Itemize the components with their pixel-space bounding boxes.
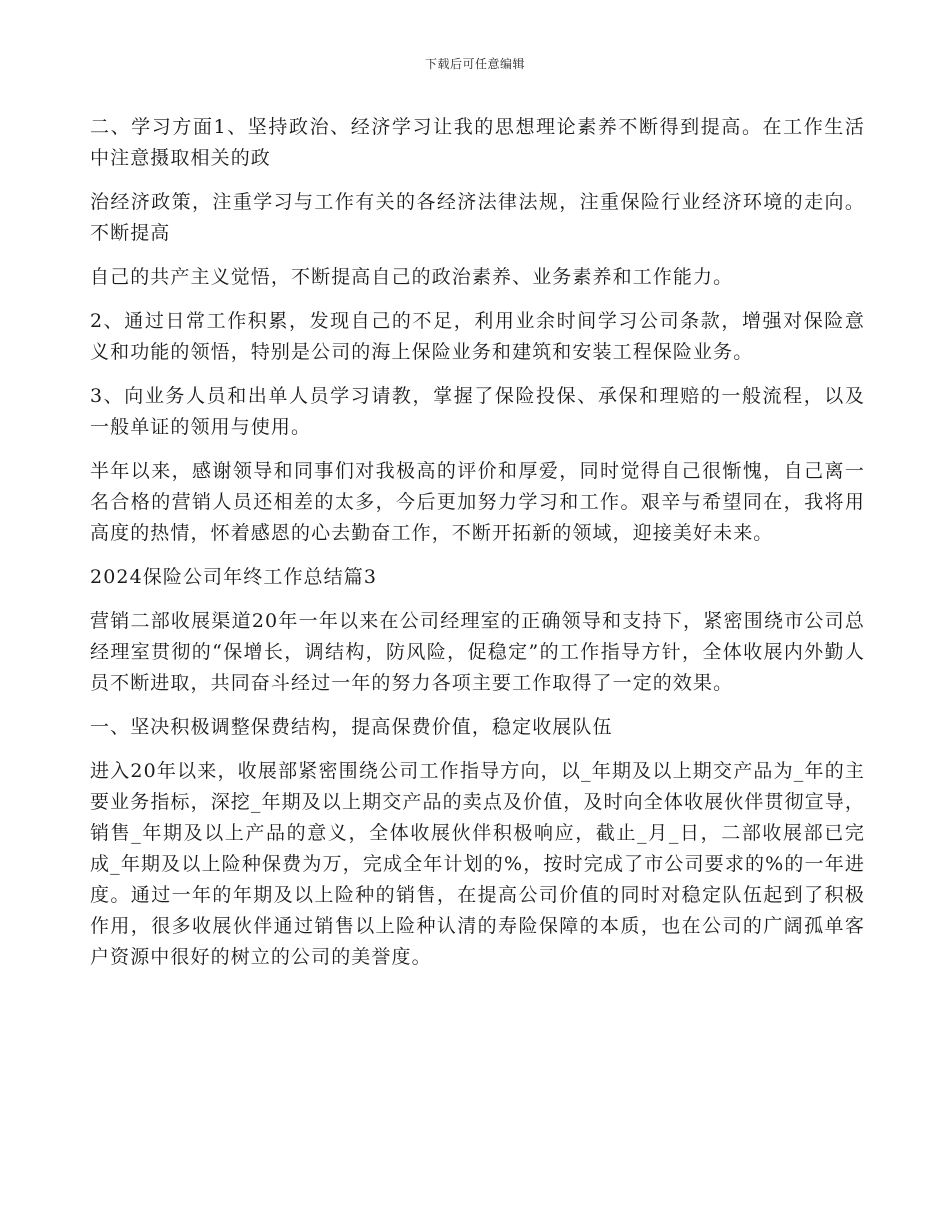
page-header: 下载后可任意编辑 xyxy=(424,57,525,71)
section-heading-part-3: 2024保险公司年终工作总结篇3 xyxy=(90,566,378,588)
document-body xyxy=(90,112,865,986)
paragraph-study-awareness: 自己的共产主义觉悟，不断提高自己的政治素养、业务素养和工作能力。 xyxy=(90,266,734,288)
paragraph-sales-dept-intro: 营销二部收展渠道20年一年以来在公司经理室的正确领导和支持下，紧密围绕市公司总经理室贯彻的“保增长，调结构，防风险，促稳定”的工作指导方针，全体收展内外勤人员不断进取，共同奋斗经过一年的努力各项主要工作取得了一定的效果。 xyxy=(90,610,865,694)
paragraph-study-point-2: 2、通过日常工作积累，发现自己的不足，利用业余时间学习公司条款，增强对保险意义和功能的领悟，特别是公司的海上保险业务和建筑和安装工程保险业务。 xyxy=(90,310,865,363)
paragraph-study-intro: 二、学习方面1、坚持政治、经济学习让我的思想理论素养不断得到提高。在工作生活中注意摄取相关的政 xyxy=(90,116,865,169)
section-heading-adjust-structure: 一、坚决积极调整保费结构，提高保费价值，稳定收展队伍 xyxy=(90,716,613,738)
paragraph-sales-progress: 进入20年以来，收展部紧密围绕公司工作指导方向，以_年期及以上期交产品为_年的主要业务指标，深挖_年期及以上期交产品的卖点及价值，及时向全体收展伙伴贯彻宣导，销售_年期及以上产品的意义，全体收展伙伴积极响应，截止_月_日，二部收展部已完成_年期及以上险种保费为万，完成全年计划的%，按时完成了市公司要求的%的一年进度。通过一年的年期及以上险种的销售，在提高公司价值的同时对稳定队伍起到了积极作用，很多收展伙伴通过销售以上险种认清的寿险保障的本质，也在公司的广阔孤单客户资源中很好的树立的公司的美誉度。 xyxy=(90,760,865,968)
paragraph-study-point-3: 3、向业务人员和出单人员学习请教，掌握了保险投保、承保和理赔的一般流程，以及一般单证的领用与使用。 xyxy=(90,385,865,438)
paragraph-half-year-summary: 半年以来，感谢领导和同事们对我极高的评价和厚爱，同时觉得自己很惭愧，自己离一名合格的营销人员还相差的太多，今后更加努力学习和工作。艰辛与希望同在，我将用高度的热情，怀着感恩的心去勤奋工作，不断开拓新的领域，迎接美好未来。 xyxy=(90,460,865,544)
paragraph-study-policy: 治经济政策，注重学习与工作有关的各经济法律法规，注重保险行业经济环境的走向。不断提高 xyxy=(90,191,865,244)
